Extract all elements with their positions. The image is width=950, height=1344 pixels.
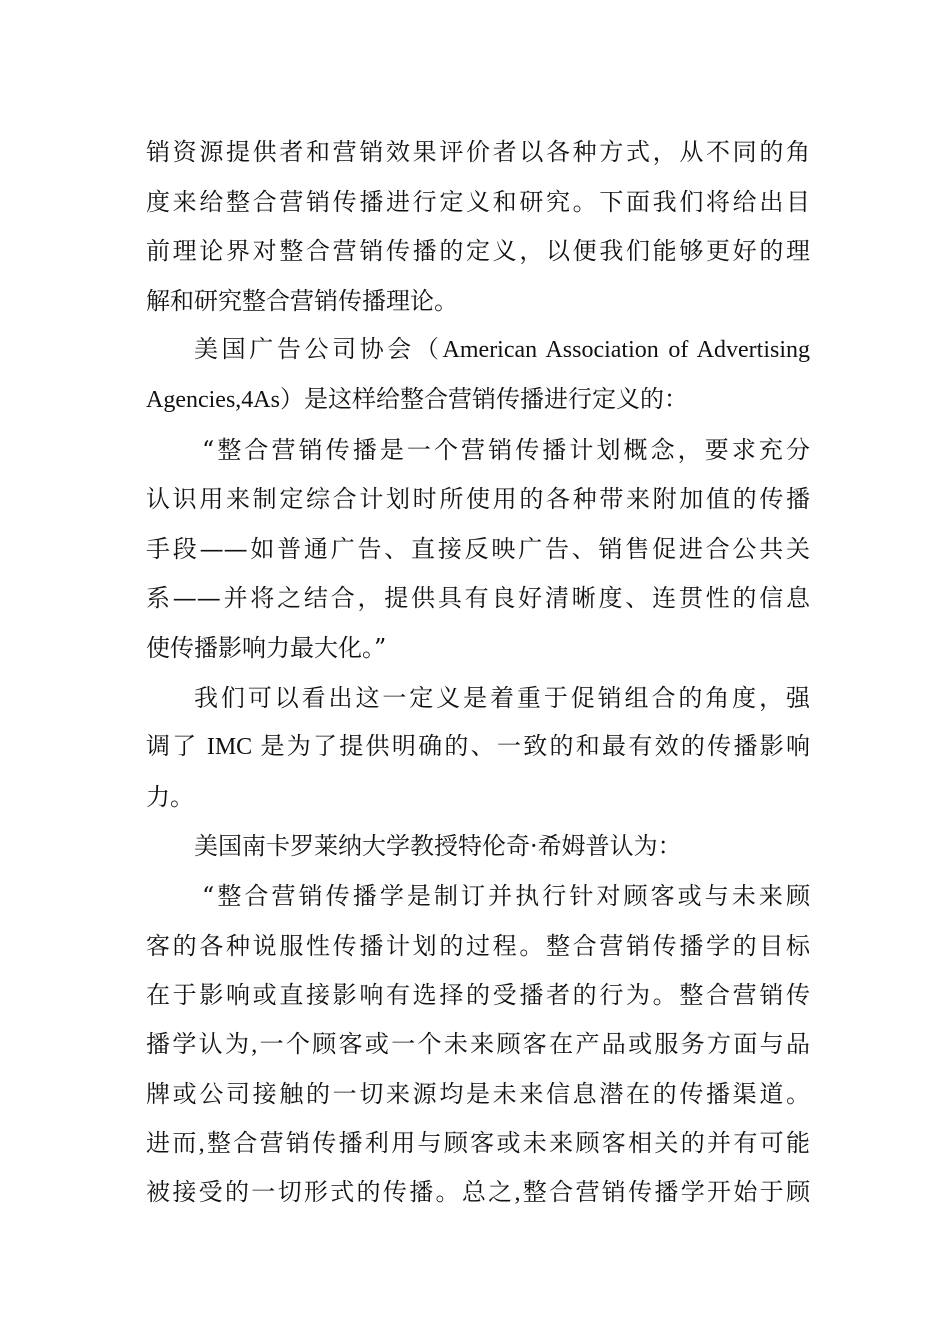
text-line: 播学认为,一个顾客或一个未来顾客在产品或服务方面与品 xyxy=(146,1031,810,1058)
text-line: 销资源提供者和营销效果评价者以各种方式，从不同的角 xyxy=(146,138,810,166)
text-line: 解和研究整合营销传播理论。 xyxy=(146,286,458,315)
text-line: 使传播影响力最大化。” xyxy=(146,633,387,662)
text-line: “整合营销传播是一个营销传播计划概念，要求充分 xyxy=(202,435,810,464)
text-line: 系——并将之结合，提供具有良好清晰度、连贯性的信息 xyxy=(146,584,810,613)
text-line: 认识用来制定综合计划时所使用的各种带来附加值的传播 xyxy=(146,485,810,514)
body-text xyxy=(146,128,810,1219)
text-line: “整合营销传播学是制订并执行针对顾客或与未来顾 xyxy=(202,881,810,910)
text-line: 牌或公司接触的一切来源均是未来信息潜在的传播渠道。 xyxy=(146,1080,810,1109)
text-line: 力。 xyxy=(146,782,194,811)
text-line: 手段——如普通广告、直接反映广告、销售促进合公共关 xyxy=(146,534,810,563)
text-line: Agencies,4As）是这样给整合营销传播进行定义的： xyxy=(146,386,688,413)
text-line: 美国南卡罗莱纳大学教授特伦奇·希姆普认为： xyxy=(194,832,682,861)
text-line: 被接受的一切形式的传播。总之,整合营销传播学开始于顾 xyxy=(146,1180,810,1207)
text-line: 度来给整合营销传播进行定义和研究。下面我们将给出目 xyxy=(146,187,810,216)
text-line: 前理论界对整合营销传播的定义，以便我们能够更好的理 xyxy=(146,237,810,266)
text-line: 调了 IMC 是为了提供明确的、一致的和最有效的传播影响 xyxy=(146,734,810,761)
text-line: 美国广告公司协会（American Association of Advertising xyxy=(194,337,810,364)
text-line: 客的各种说服性传播计划的过程。整合营销传播学的目标 xyxy=(146,931,810,960)
text-line: 在于影响或直接影响有选择的受播者的行为。整合营销传 xyxy=(146,981,810,1010)
text-line: 我们可以看出这一定义是着重于促销组合的角度，强 xyxy=(194,683,810,712)
text-line: 进而,整合营销传播利用与顾客或未来顾客相关的并有可能 xyxy=(146,1130,810,1157)
